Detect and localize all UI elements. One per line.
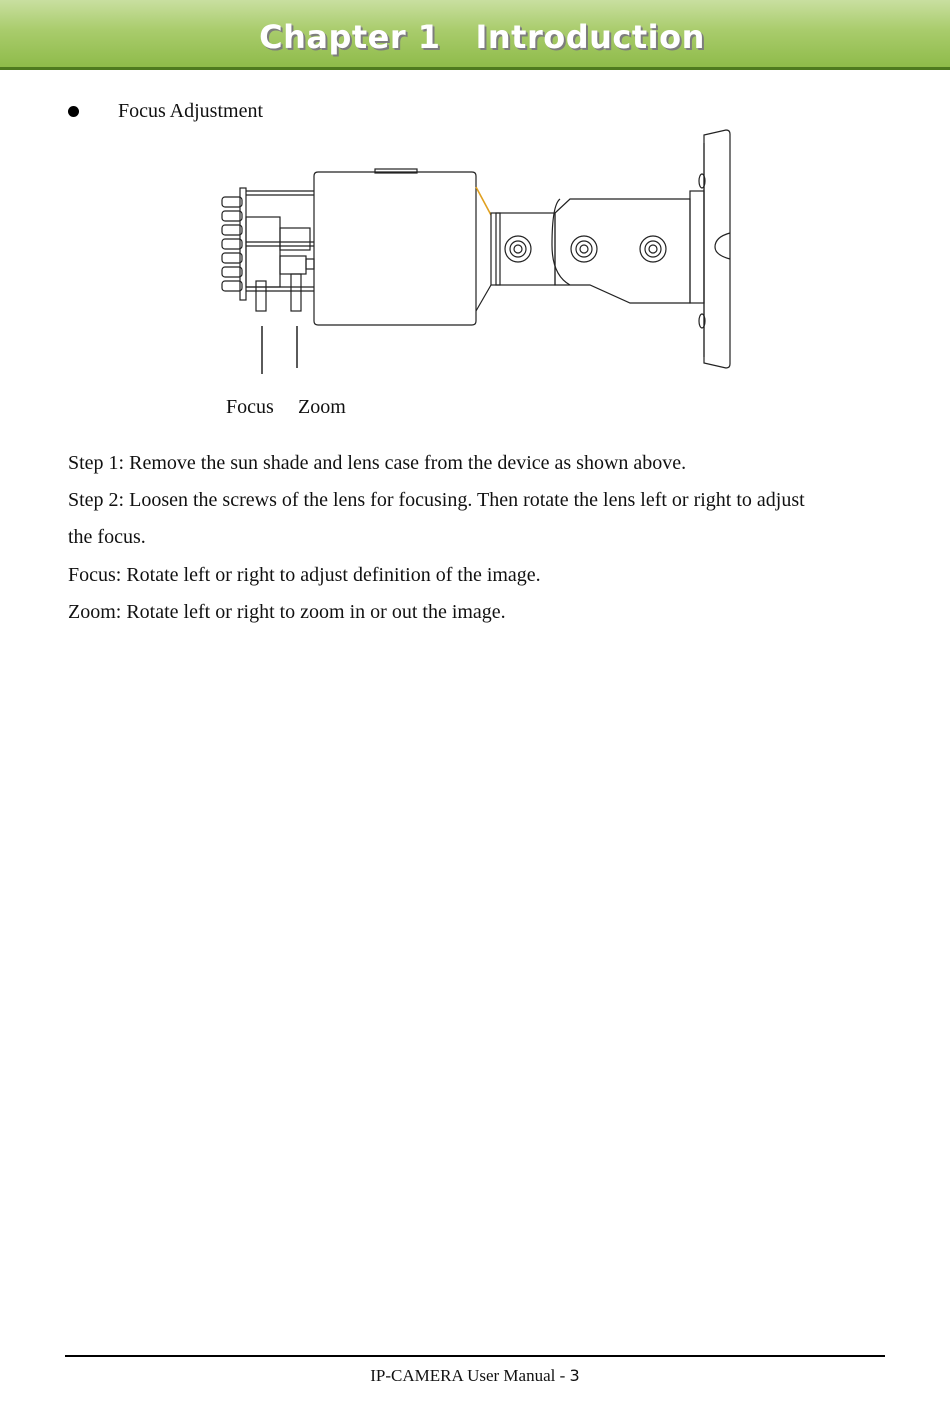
figure-label-zoom: Zoom [298, 396, 346, 418]
mounting-arm [491, 199, 690, 303]
bullet-heading-row [68, 98, 264, 124]
chapter-title: Chapter 1 Introduction [259, 18, 705, 56]
camera-lens-diagram [210, 125, 740, 380]
zoom-screw [291, 274, 301, 311]
zoom-note: Zoom: Rotate left or right to zoom in or out the image. [68, 601, 506, 623]
step-1-text: Step 1: Remove the sun shade and lens case from the device as shown above. [68, 452, 687, 474]
chapter-banner [0, 0, 950, 70]
step-2-text-line-2: the focus. [68, 526, 146, 548]
focus-screw [256, 281, 266, 311]
bullet-icon [68, 106, 79, 117]
footer-manual-title: IP-CAMERA User Manual - [370, 1366, 570, 1385]
step-2-text-line-1: Step 2: Loosen the screws of the lens for focusing. Then rotate the lens left or right to adjust [68, 489, 805, 511]
footer-divider [65, 1355, 885, 1357]
camera-housing [314, 169, 491, 325]
page-footer [0, 1365, 950, 1387]
section-heading: Focus Adjustment [118, 100, 264, 122]
focus-note: Focus: Rotate left or right to adjust definition of the image. [68, 564, 541, 586]
lens-module [222, 188, 314, 311]
figure-label-focus: Focus [226, 396, 274, 418]
wall-bracket [690, 130, 730, 368]
footer-page-number: 3 [569, 1366, 580, 1385]
